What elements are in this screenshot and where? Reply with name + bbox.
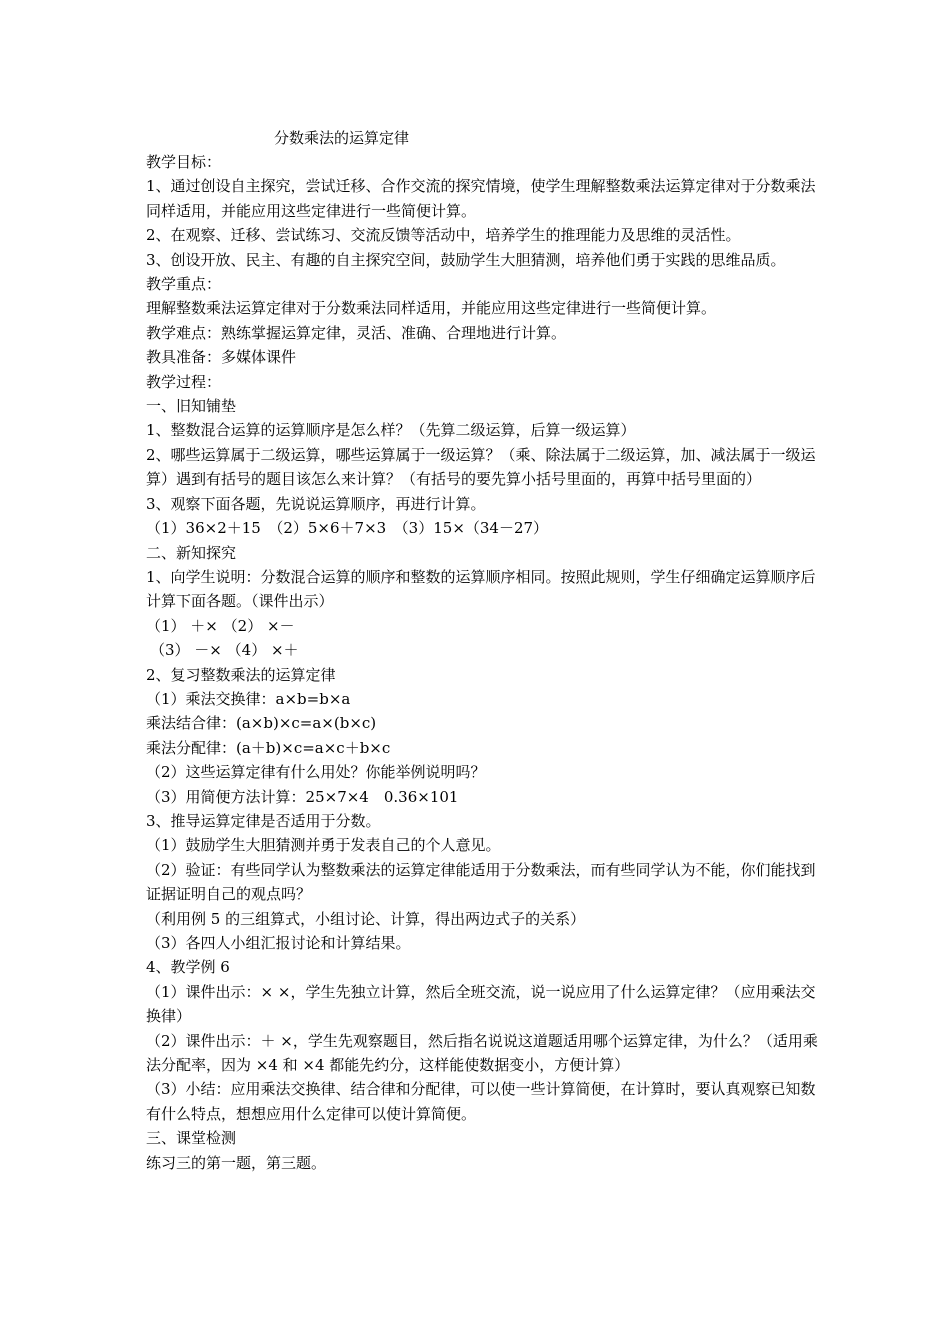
- heading-process: 教学过程：: [146, 372, 222, 391]
- list-item: （3）各四人小组汇报讨论和计算结果。: [146, 934, 411, 952]
- list-item: （2）这些运算定律有什么用处？你能举例说明吗？: [146, 763, 486, 782]
- law-line: 乘法分配律：(a＋b)×c=a×c＋b×c: [146, 738, 391, 757]
- section-heading: 一、旧知铺垫: [146, 397, 237, 416]
- list-item: （1）鼓励学生大胆猜测并勇于发表自己的个人意见。: [146, 836, 501, 855]
- section-heading: 三、课堂检测: [146, 1129, 237, 1148]
- list-item: 4、教学例 6: [146, 958, 230, 977]
- exercise-line: （3） －× （4） ×＋: [150, 641, 299, 660]
- list-item: 3、推导运算定律是否适用于分数。: [146, 811, 381, 830]
- difficulty-text: 教学难点：熟练掌握运算定律，灵活、准确、合理地进行计算。: [146, 323, 567, 342]
- objective-item: 1、通过创设自主探究，尝试迁移、合作交流的探究情境，使学生理解整数乘法运算定律对于分数乘法同样适用，并能应用这些定律进行一些简便计算。: [146, 177, 816, 220]
- list-item: 1、整数混合运算的运算顺序是怎么样？（先算二级运算，后算一级运算）: [146, 421, 636, 440]
- heading-objectives: 教学目标：: [146, 153, 222, 171]
- list-item: （1）课件出示：× ×，学生先独立计算，然后全班交流，说一说应用了什么运算定律？（应用乘法交换律）: [146, 982, 816, 1026]
- list-item: （3）用简便方法计算：25×7×4 0.36×101: [146, 787, 459, 806]
- key-points-text: 理解整数乘法运算定律对于分数乘法同样适用，并能应用这些定律进行一些简便计算。: [146, 299, 717, 318]
- exercise-line: （1） ＋× （2） ×－: [146, 616, 295, 635]
- list-item: （利用例 5 的三组算式，小组讨论、计算，得出两边式子的关系）: [146, 909, 586, 928]
- document-page: [146, 128, 826, 1175]
- objective-item: 3、创设开放、民主、有趣的自主探究空间，鼓励学生大胆猜测，培养他们勇于实践的思维品质。: [146, 250, 786, 269]
- list-item: 3、观察下面各题，先说说运算顺序，再进行计算。: [146, 494, 486, 513]
- list-item: 2、哪些运算属于二级运算，哪些运算属于一级运算？（乘、除法属于二级运算，加、减法属于一级运算）遇到有括号的题目该怎么来计算？（有括号的要先算小括号里面的，再算中括号里面的）: [146, 445, 816, 489]
- list-item: （3）小结：应用乘法交换律、结合律和分配律，可以使一些计算简便，在计算时，要认真观察已知数有什么特点，想想应用什么定律可以使计算简便。: [146, 1080, 816, 1123]
- exercise-line: （1）36×2＋15 （2）5×6＋7×3 （3）15×（34－27）: [146, 519, 549, 538]
- document-title: 分数乘法的运算定律: [274, 129, 410, 147]
- law-line: （1）乘法交换律：a×b=b×a: [146, 689, 351, 708]
- list-item: 1、向学生说明：分数混合运算的顺序和整数的运算顺序相同。按照此规则，学生仔细确定运算顺序后计算下面各题。（课件出示）: [146, 567, 816, 611]
- list-item: （2）验证：有些同学认为整数乘法的运算定律能适用于分数乘法，而有些同学认为不能，你们能找到证据证明自己的观点吗？: [146, 860, 816, 904]
- objective-item: 2、在观察、迁移、尝试练习、交流反馈等活动中，培养学生的推理能力及思维的灵活性。: [146, 226, 741, 245]
- law-line: 乘法结合律：(a×b)×c=a×(b×c): [146, 714, 377, 733]
- materials-text: 教具准备：多媒体课件: [146, 348, 297, 367]
- document-body: [146, 150, 826, 1175]
- homework-text: 练习三的第一题，第三题。: [146, 1153, 327, 1172]
- list-item: （2）课件出示：＋ ×，学生先观察题目，然后指名说说这道题适用哪个运算定律，为什么？（适用乘法分配率，因为 ×4 和 ×4 都能先约分，这样能使数据变小，方便计算）: [146, 1031, 818, 1075]
- section-heading: 二、新知探究: [146, 543, 237, 562]
- heading-key-points: 教学重点：: [146, 275, 222, 294]
- list-item: 2、复习整数乘法的运算定律: [146, 665, 336, 684]
